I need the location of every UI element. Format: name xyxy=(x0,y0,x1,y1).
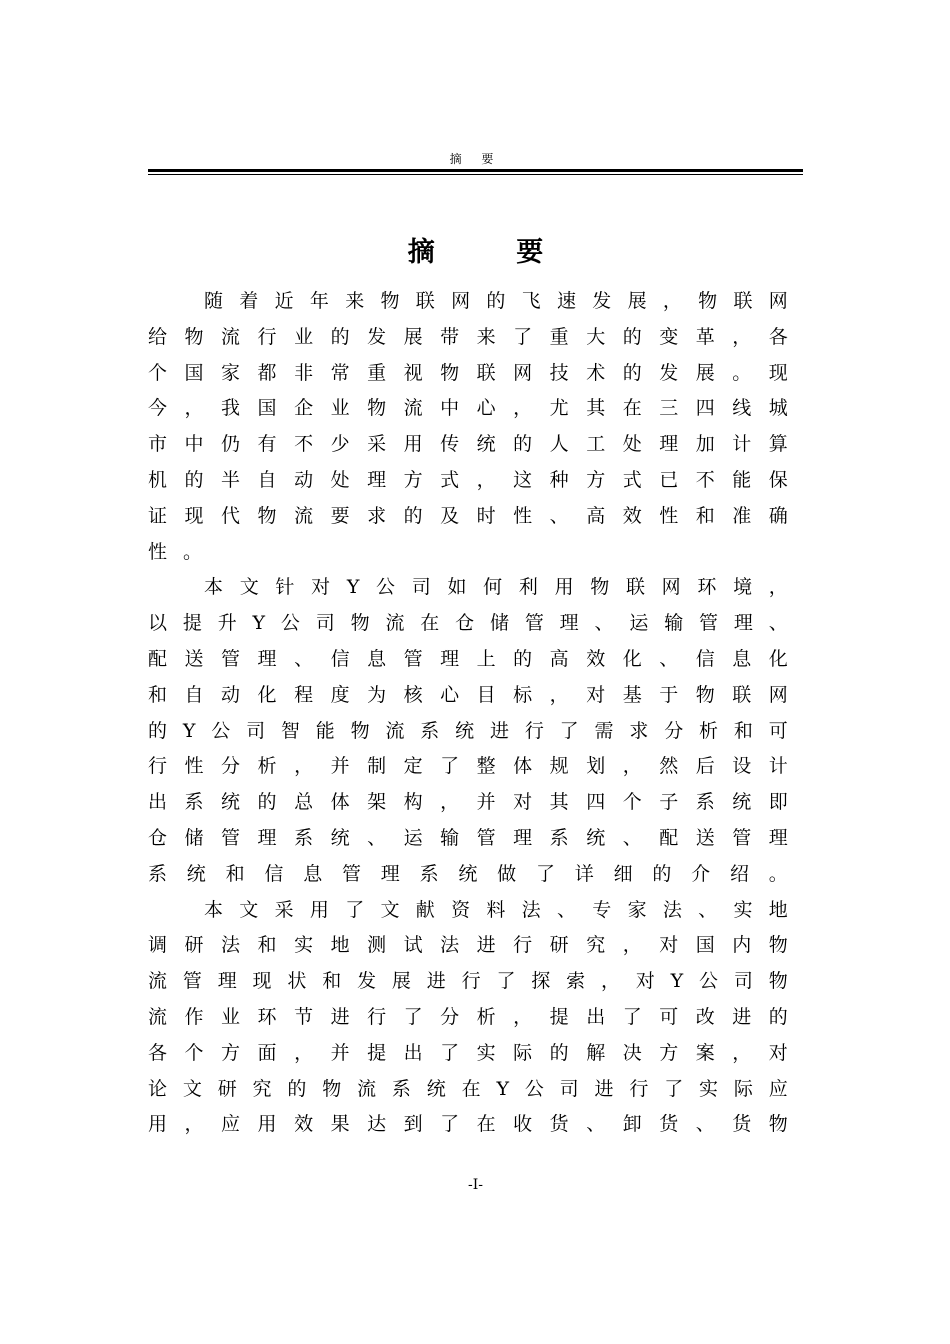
paragraph-3-line: 调 研 法 和 实 地 测 试 法 进 行 研 究 ， 对 国 内 物 xyxy=(148,934,788,957)
running-header: 摘 要 xyxy=(449,152,502,166)
page-title: 摘 要 xyxy=(407,237,580,268)
paragraph-2-line: 出 系 统 的 总 体 架 构 ， 并 对 其 四 个 子 系 统 即 xyxy=(148,791,788,814)
paragraph-3-line: 用 ， 应 用 效 果 达 到 了 在 收 货 、 卸 货 、 货 物 xyxy=(148,1113,788,1136)
paragraph-2-line: 配 送 管 理 、 信 息 管 理 上 的 高 效 化 、 信 息 化 xyxy=(148,647,788,670)
paragraph-2-line: 和 自 动 化 程 度 为 核 心 目 标 ， 对 基 于 物 联 网 xyxy=(148,683,788,706)
paragraph-2-line: 仓 储 管 理 系 统 、 运 输 管 理 系 统 、 配 送 管 理 xyxy=(148,826,788,849)
header-rule-thin xyxy=(148,174,803,175)
paragraph-2-line: 系 统 和 信 息 管 理 系 统 做 了 详 细 的 介 绍 。 xyxy=(148,862,788,885)
paragraph-2-line: 的 Y 公 司 智 能 物 流 系 统 进 行 了 需 求 分 析 和 可 xyxy=(148,719,788,742)
page-number: -I- xyxy=(468,1177,483,1193)
paragraph-1-line: 性 。 xyxy=(148,540,203,563)
paragraph-3-line: 本 文 采 用 了 文 献 资 料 法 、 专 家 法 、 实 地 xyxy=(204,898,788,921)
paragraph-2-line: 行 性 分 析 ， 并 制 定 了 整 体 规 划 ， 然 后 设 计 xyxy=(148,755,788,778)
header-rule-thick xyxy=(148,169,803,172)
paragraph-1-line: 随 着 近 年 来 物 联 网 的 飞 速 发 展 ， 物 联 网 xyxy=(204,290,788,312)
paragraph-3-line: 论 文 研 究 的 物 流 系 统 在 Y 公 司 进 行 了 实 际 应 xyxy=(148,1077,788,1100)
paragraph-2-line: 本 文 针 对 Y 公 司 如 何 利 用 物 联 网 环 境 ， xyxy=(204,576,788,599)
paragraph-1-line: 证 现 代 物 流 要 求 的 及 时 性 、 高 效 性 和 准 确 xyxy=(148,504,788,527)
paragraph-1-line: 机 的 半 自 动 处 理 方 式 ， 这 种 方 式 已 不 能 保 xyxy=(148,468,788,491)
paragraph-1-line: 个 国 家 都 非 常 重 视 物 联 网 技 术 的 发 展 。 现 xyxy=(148,361,788,384)
paragraph-3-line: 流 作 业 环 节 进 行 了 分 析 ， 提 出 了 可 改 进 的 xyxy=(148,1005,788,1028)
paragraph-3-line: 流 管 理 现 状 和 发 展 进 行 了 探 索 ， 对 Y 公 司 物 xyxy=(148,970,788,993)
paragraph-2-line: 以 提 升 Y 公 司 物 流 在 仓 储 管 理 、 运 输 管 理 、 xyxy=(148,612,788,635)
paragraph-3-line: 各 个 方 面 ， 并 提 出 了 实 际 的 解 决 方 案 ， 对 xyxy=(148,1041,788,1064)
paragraph-1-line: 给 物 流 行 业 的 发 展 带 来 了 重 大 的 变 革 ， 各 xyxy=(148,325,788,348)
abstract-body xyxy=(148,284,788,1143)
paragraph-1-line: 今 ， 我 国 企 业 物 流 中 心 ， 尤 其 在 三 四 线 城 xyxy=(148,397,788,420)
paragraph-1-line: 市 中 仍 有 不 少 采 用 传 统 的 人 工 处 理 加 计 算 xyxy=(148,433,788,456)
